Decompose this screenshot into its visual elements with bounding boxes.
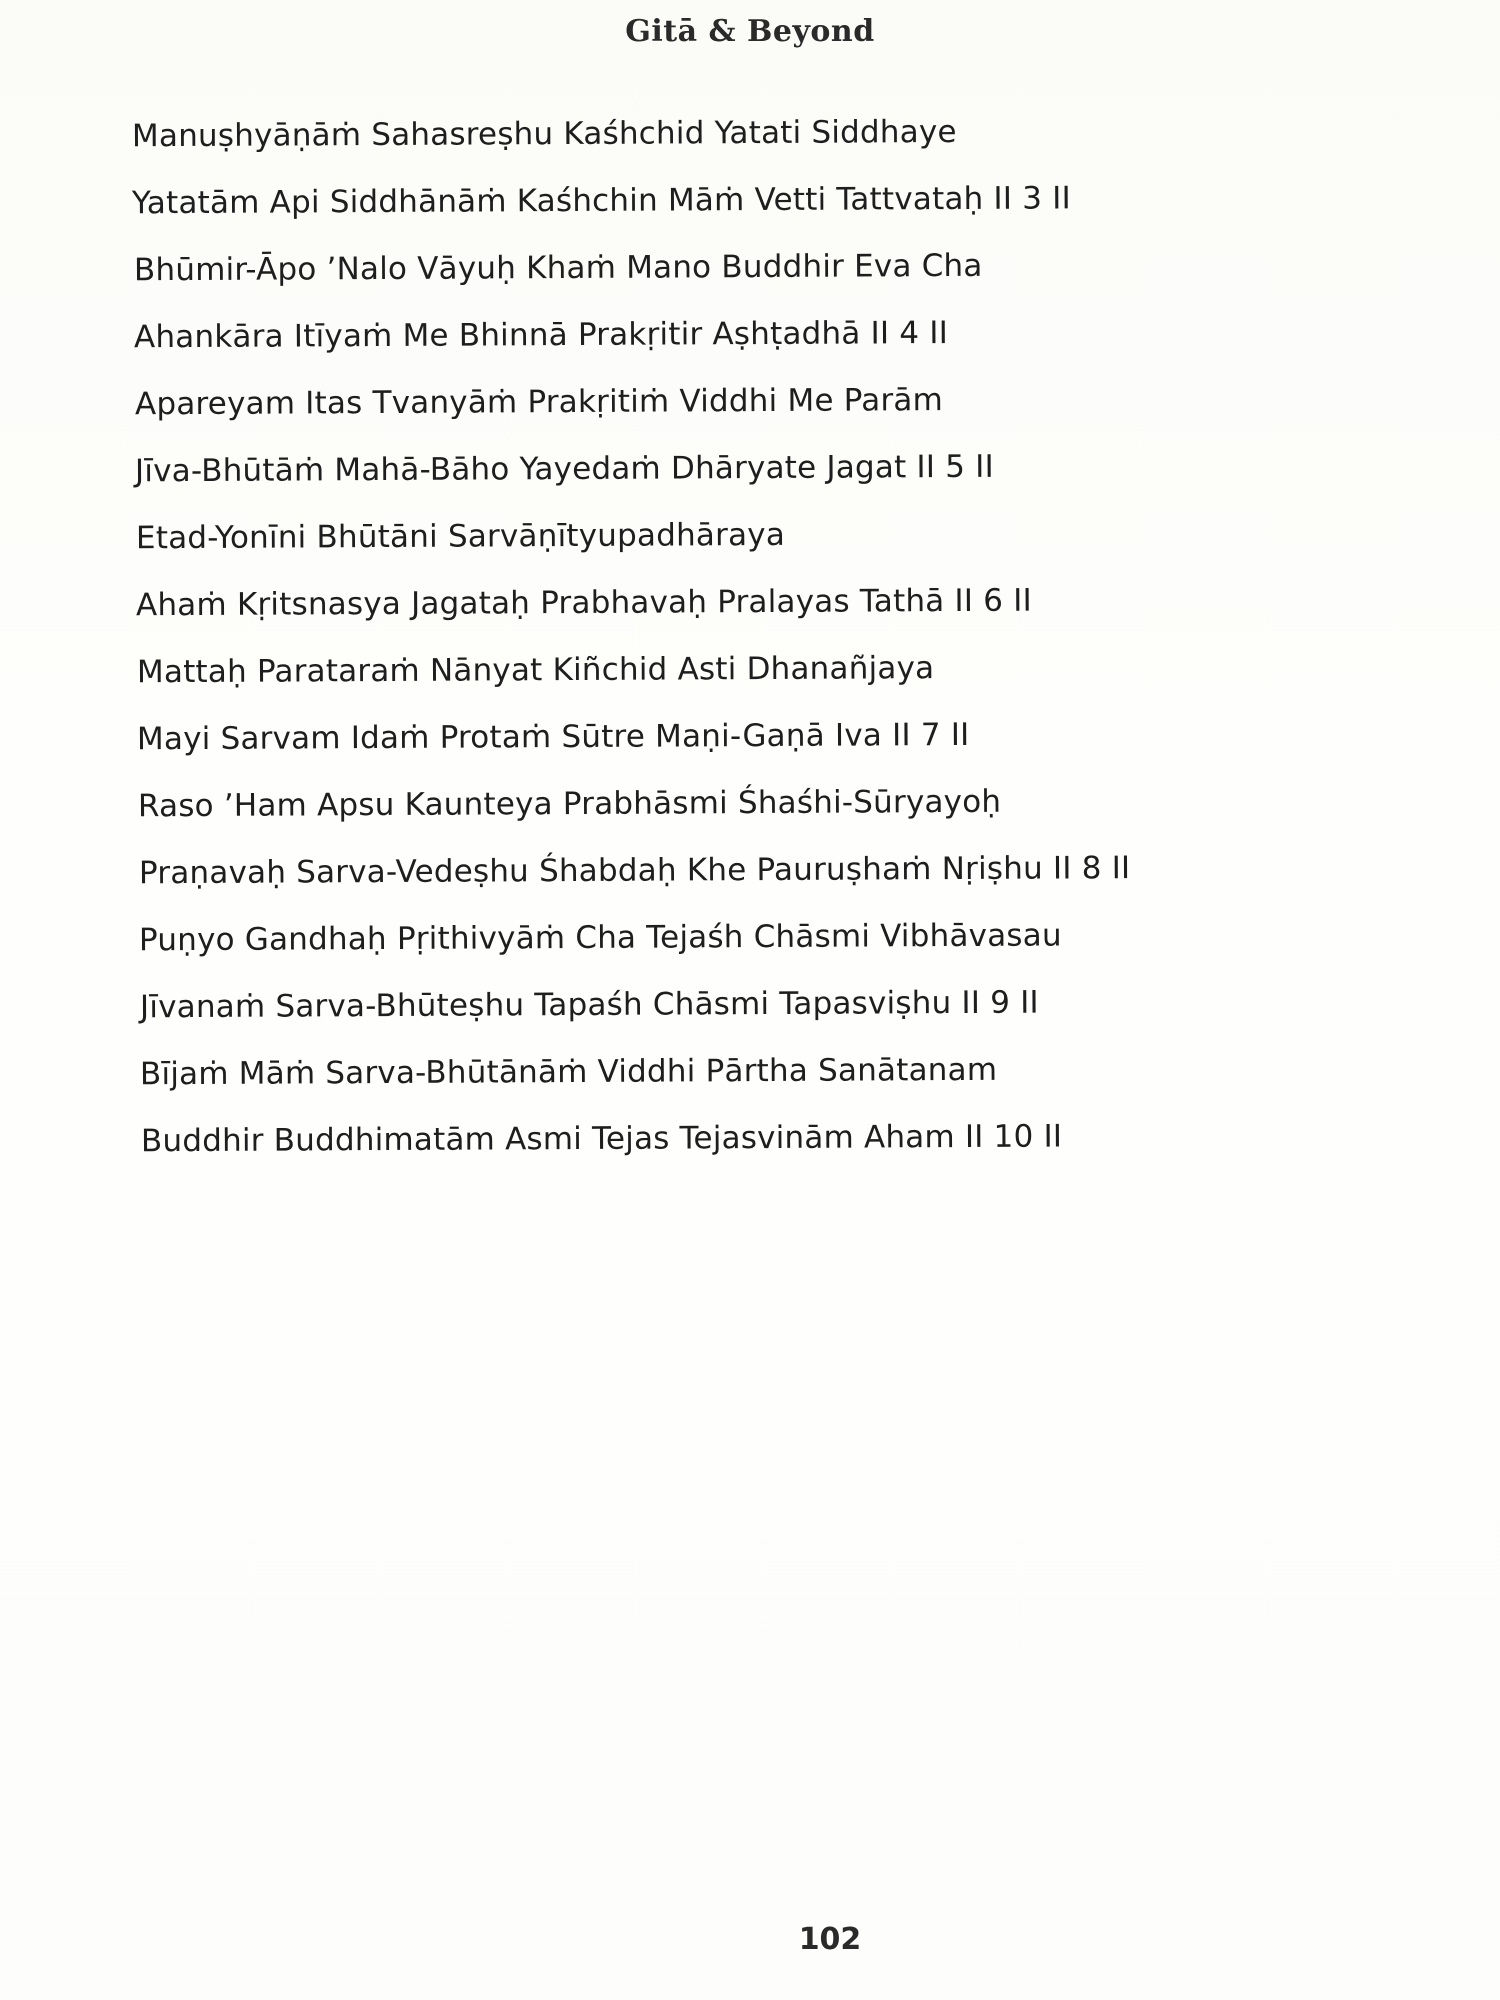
verse-line-10: Mayi Sarvam Idaṁ Protaṁ Sūtre Maṇi-Gaṇā Iva II 7 II [136, 716, 970, 758]
verse-line-5: Apareyam Itas Tvanyāṁ Prakṛitiṁ Viddhi Me Parām [134, 382, 944, 423]
verse-line-13: Puṇyo Gandhaḥ Pṛithivyāṁ Cha Tejaśh Chāsmi Vibhāvasau [138, 917, 1062, 959]
verse-line-1: Manuṣhyāṇāṁ Sahasreṣhu Kaśhchid Yatati Siddhaye [131, 113, 957, 155]
verse-line-11: Raso ’Ham Apsu Kaunteya Prabhāsmi Śhaśhi-Sūryayoḥ [137, 783, 1002, 825]
verse-line-4: Ahankāra Itīyaṁ Me Bhinnā Prakṛitir Aṣhṭadhā II 4 II [133, 315, 949, 356]
verse-line-16: Buddhir Buddhimatām Asmi Tejas Tejasvinām Aham II 10 II [140, 1118, 1063, 1160]
verse-line-14: Jīvanaṁ Sarva-Bhūteṣhu Tapaśh Chāsmi Tapasviṣhu II 9 II [139, 984, 1039, 1026]
verse-line-9: Mattaḥ Parataraṁ Nānyat Kiñchid Asti Dhanañjaya [136, 650, 935, 691]
verse-line-3: Bhūmir-Āpo ’Nalo Vāyuḥ Khaṁ Mano Buddhir Eva Cha [133, 247, 983, 289]
running-header: Gitā & Beyond [625, 14, 875, 49]
verse-line-2: Yatatām Api Siddhānāṁ Kaśhchin Māṁ Vetti Tattvataḥ II 3 II [131, 180, 1071, 222]
page-number: 102 [798, 1922, 862, 1957]
verse-line-6: Jīva-Bhūtāṁ Mahā-Bāho Yayedaṁ Dhāryate Jagat II 5 II [134, 448, 994, 490]
verse-block [132, 100, 1392, 1172]
verse-line-12: Praṇavaḥ Sarva-Vedeṣhu Śhabdaḥ Khe Pauruṣhaṁ Nṛiṣhu II 8 II [138, 850, 1131, 892]
verse-line-15: Bījaṁ Māṁ Sarva-Bhūtānāṁ Viddhi Pārtha Sanātanam [139, 1051, 998, 1093]
verse-line-8: Ahaṁ Kṛitsnasya Jagataḥ Prabhavaḥ Pralayas Tathā II 6 II [135, 582, 1033, 624]
verse-line-7: Etad-Yonīni Bhūtāni Sarvāṇītyupadhāraya [135, 516, 786, 557]
